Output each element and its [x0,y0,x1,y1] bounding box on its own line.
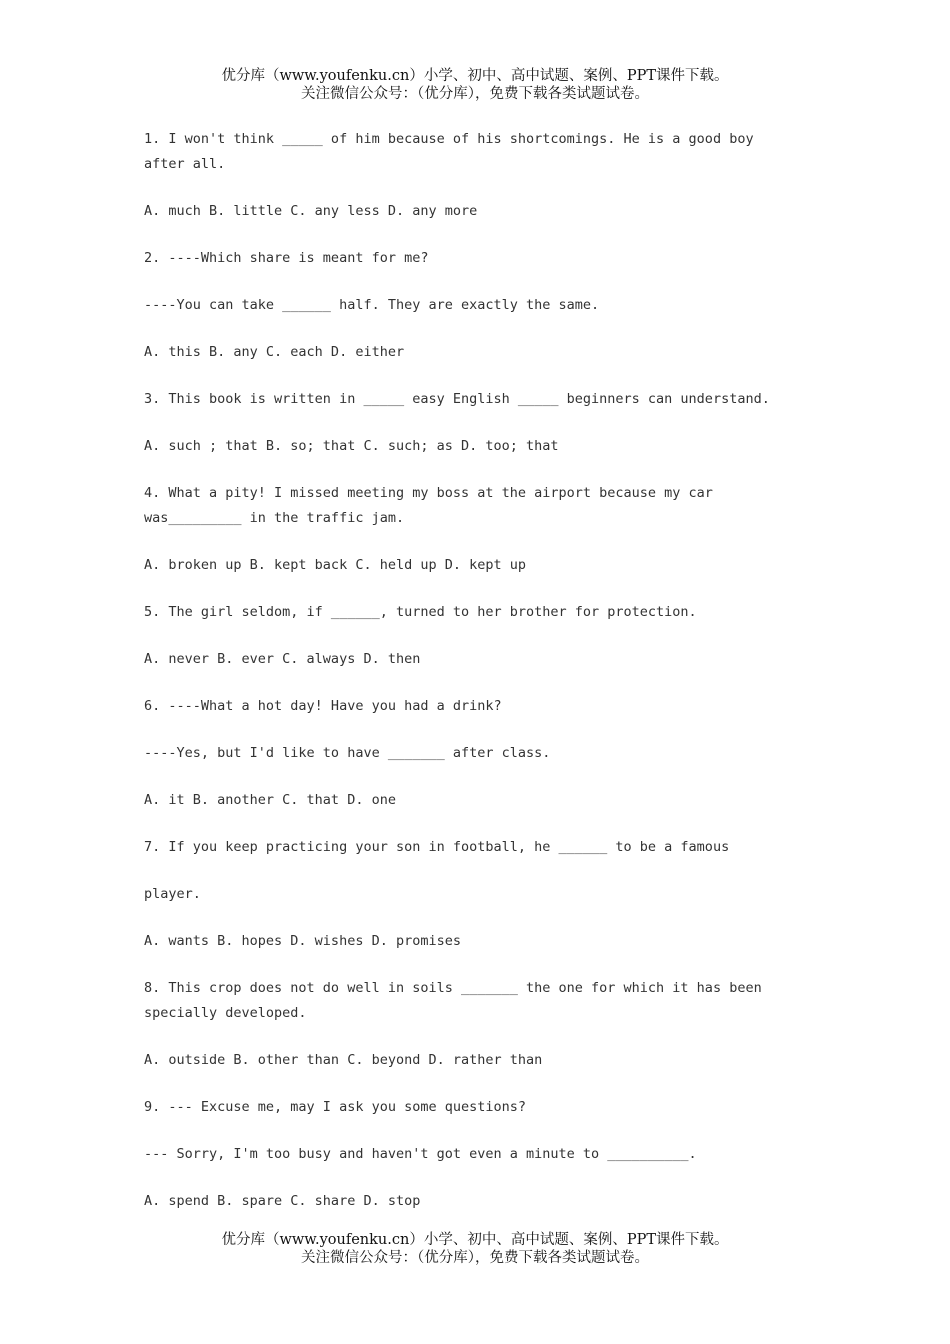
question-8-options: A. outside B. other than C. beyond D. rather than [144,1052,543,1068]
question-7-continued: player. [144,886,201,902]
question-1: 1. I won't think _____ of him because of his shortcomings. He is a good boy after all. [144,131,762,172]
question-6-options: A. it B. another C. that D. one [144,792,396,808]
question-7-options: A. wants B. hopes D. wishes D. promises [144,933,461,949]
question-5-options: A. never B. ever C. always D. then [144,651,421,667]
page-header [0,67,950,103]
question-2-reply: ----You can take ______ half. They are exactly the same. [144,297,600,313]
page-footer [0,1231,950,1267]
footer-line-1: 优分库（www.youfenku.cn）小学、初中、高中试题、案例、PPT课件下载。 [221,1232,729,1248]
question-6: 6. ----What a hot day! Have you had a drink? [144,698,502,714]
question-7: 7. If you keep practicing your son in football, he ______ to be a famous [144,839,730,855]
header-line-2: 关注微信公众号：（优分库），免费下载各类试题试卷。 [301,86,649,102]
document-body [144,127,794,1236]
question-2-options: A. this B. any C. each D. either [144,344,405,360]
question-8: 8. This crop does not do well in soils _______ the one for which it has been specially developed. [144,980,770,1021]
question-9: 9. --- Excuse me, may I ask you some questions? [144,1099,527,1115]
question-6-reply: ----Yes, but I'd like to have _______ after class. [144,745,551,761]
question-1-options: A. much B. little C. any less D. any more [144,203,478,219]
question-9-options: A. spend B. spare C. share D. stop [144,1193,421,1209]
question-4: 4. What a pity! I missed meeting my boss at the airport because my car was_________ in the traffic jam. [144,485,722,526]
question-3: 3. This book is written in _____ easy English _____ beginners can understand. [144,391,770,407]
question-9-reply: --- Sorry, I'm too busy and haven't got even a minute to __________. [144,1146,697,1162]
header-line-1: 优分库（www.youfenku.cn）小学、初中、高中试题、案例、PPT课件下载。 [221,68,729,84]
question-2: 2. ----Which share is meant for me? [144,250,429,266]
question-5: 5. The girl seldom, if ______, turned to her brother for protection. [144,604,697,620]
footer-line-2: 关注微信公众号：（优分库），免费下载各类试题试卷。 [301,1250,649,1266]
question-4-options: A. broken up B. kept back C. held up D. kept up [144,557,527,573]
question-3-options: A. such ; that B. so; that C. such; as D. too; that [144,438,559,454]
